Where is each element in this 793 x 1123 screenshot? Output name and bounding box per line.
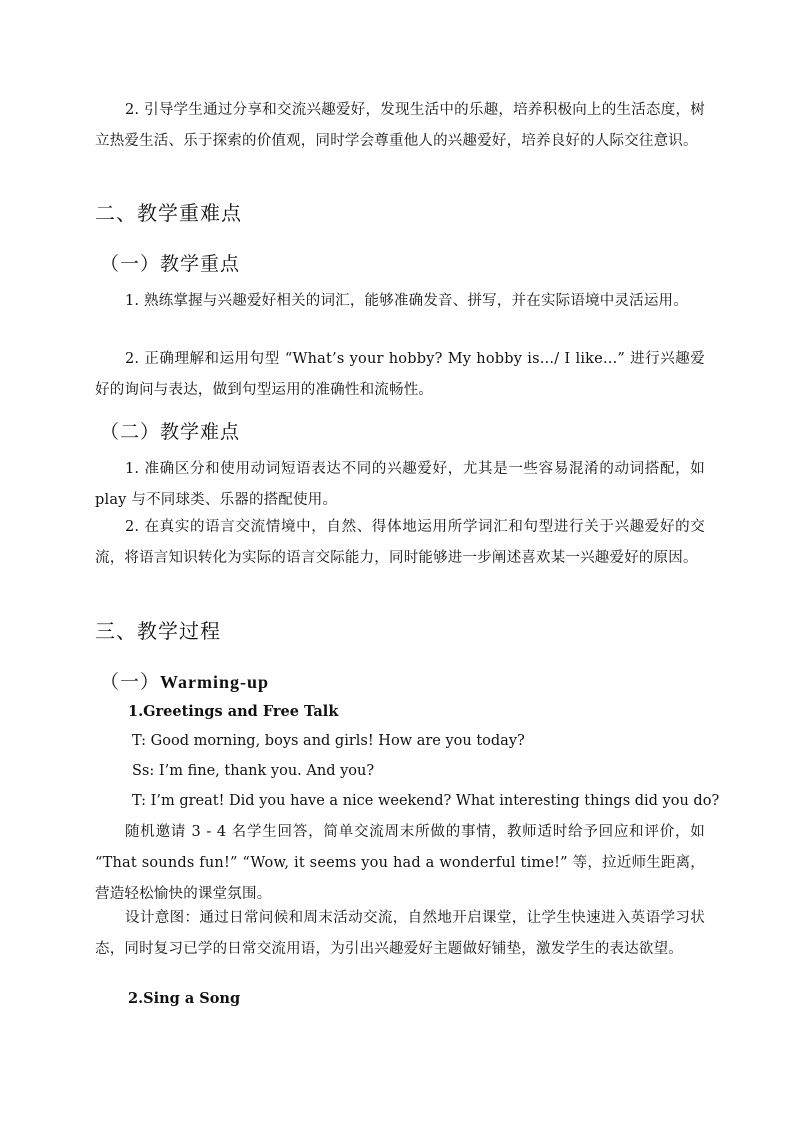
subheading-warming-up-title: Warming-up	[160, 672, 270, 692]
subheading-warming-up	[100, 667, 269, 694]
subheading-difficult-points: （二）教学难点	[100, 421, 241, 443]
key-point-2: 2. 正确理解和运用句型 “What’s your hobby? My hobby is.../ I like...” 进行兴趣爱好的询问与表达，做到句型运用的准确性和流畅性。	[95, 351, 705, 398]
difficult-point-1: 1. 准确区分和使用动词短语表达不同的兴趣爱好，尤其是一些容易混淆的动词搭配，如 play 与不同球类、乐器的搭配使用。	[95, 461, 705, 508]
key-point-1: 1. 熟练掌握与兴趣爱好相关的词汇，能够准确发音、拼写，并在实际语境中灵活运用。	[125, 293, 688, 309]
difficult-point-2: 2. 在真实的语言交流情境中，自然、得体地运用所学词汇和句型进行关于兴趣爱好的交流，将语言知识转化为实际的语言交际能力，同时能够进一步阐述喜欢某一兴趣爱好的原因。	[95, 519, 705, 566]
section-heading-teaching-process: 三、教学过程	[95, 619, 221, 643]
activity-description: 随机邀请 3 - 4 名学生回答，简单交流周末所做的事情，教师适时给予回应和评价，如 “That sounds fun!” “Wow, it seems you had a wonderful time!” 等，拉近师生距离，营造轻松愉快的课堂氛围。	[95, 824, 705, 902]
dialog-line-3: T: I’m great! Did you have a nice weekend? What interesting things did you do?	[132, 793, 720, 809]
section-heading-key-difficult-points: 二、教学重难点	[95, 201, 242, 225]
dialog-line-2: Ss: I’m fine, thank you. And you?	[132, 763, 375, 779]
dialog-line-1: T: Good morning, boys and girls! How are you today?	[132, 733, 525, 749]
subheading-warming-up-prefix: （一）	[100, 671, 161, 693]
teaching-goal-2: 2. 引导学生通过分享和交流兴趣爱好，发现生活中的乐趣，培养积极向上的生活态度，树立热爱生活、乐于探索的价值观，同时学会尊重他人的兴趣爱好，培养良好的人际交往意识。	[95, 102, 705, 149]
step-1-heading: 1.Greetings and Free Talk	[128, 703, 339, 720]
step-2-heading: 2.Sing a Song	[128, 990, 241, 1007]
design-intent: 设计意图：通过日常问候和周末活动交流，自然地开启课堂，让学生快速进入英语学习状态，同时复习已学的日常交流用语，为引出兴趣爱好主题做好铺垫，激发学生的表达欲望。	[95, 910, 705, 957]
subheading-key-points: （一）教学重点	[100, 253, 241, 275]
